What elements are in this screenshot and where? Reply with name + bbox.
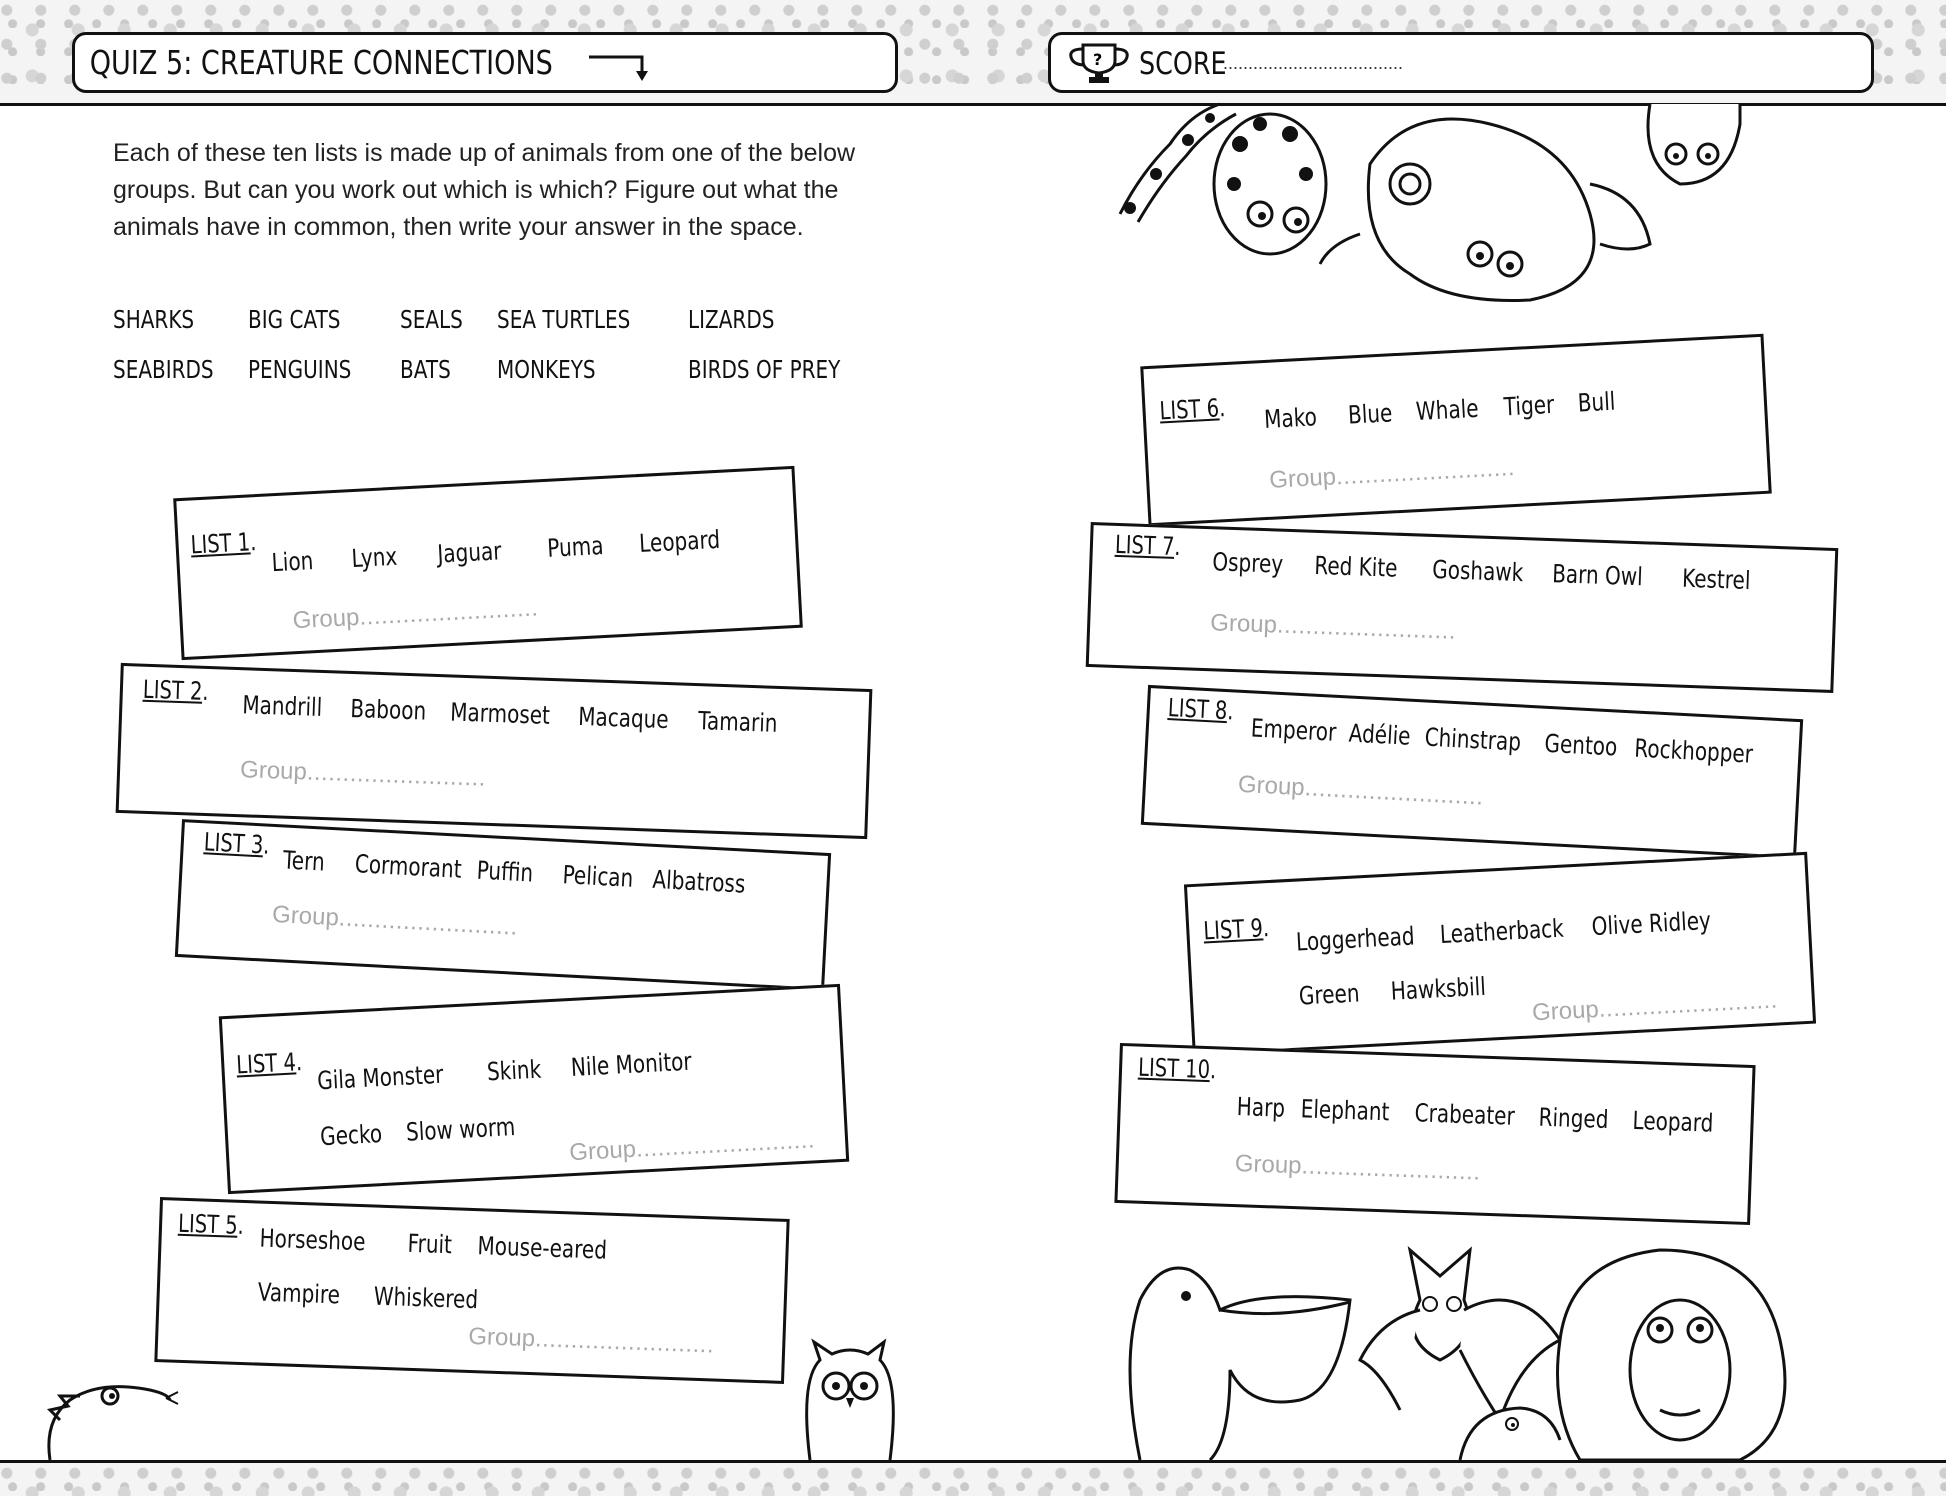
list-card-1 — [173, 466, 803, 660]
animal-name: Jaguar — [436, 536, 503, 569]
animal-name: Fruit — [407, 1228, 453, 1260]
animal-name: Pelican — [561, 860, 635, 893]
animal-name: Red Kite — [1313, 550, 1399, 583]
animal-name: Baboon — [349, 693, 427, 726]
animal-name: Crabeater — [1414, 1098, 1516, 1131]
animal-name: Tiger — [1503, 389, 1555, 422]
animal-name: Albatross — [651, 864, 747, 899]
animal-name: Bull — [1576, 386, 1616, 418]
list-label: LIST 2. — [142, 674, 210, 706]
animal-name: Rockhopper — [1633, 733, 1754, 769]
animal-name: Goshawk — [1431, 554, 1524, 588]
group-answer-field[interactable]: Group......................... — [239, 756, 487, 792]
lizard-illustration — [40, 1360, 180, 1460]
group-seabirds: SEABIRDS — [113, 355, 214, 384]
list-card-6 — [1140, 334, 1772, 526]
animal-name: Kestrel — [1681, 563, 1751, 596]
bottom-animals-illustration — [1120, 1240, 1820, 1460]
animal-name: Barn Owl — [1551, 559, 1644, 592]
list-card-7 — [1086, 522, 1839, 693]
svg-text:?: ? — [1093, 50, 1103, 69]
group-lizards: LIZARDS — [688, 305, 775, 334]
animal-name: Harp — [1236, 1092, 1286, 1123]
animal-name: Vampire — [257, 1277, 341, 1310]
intro-text: Each of these ten lists is made up of animals from one of the below groups. But can you work out which is which? Figure out what the animals have in common, then write your answer in the space. — [113, 139, 856, 241]
animal-name: Cormorant — [354, 849, 463, 884]
group-big-cats: BIG CATS — [248, 305, 341, 334]
group-answer-field[interactable]: Group......................... — [568, 1126, 816, 1167]
group-sharks: SHARKS — [113, 305, 195, 334]
group-answer-field[interactable]: Group......................... — [467, 1322, 715, 1359]
list-label: LIST 7. — [1114, 529, 1182, 562]
bottom-pattern-band — [0, 1460, 1946, 1496]
animal-name: Puffin — [476, 855, 534, 888]
animal-name: Leatherback — [1439, 913, 1565, 950]
list-label: LIST 6. — [1158, 393, 1226, 426]
animal-name: Elephant — [1300, 1094, 1390, 1127]
group-answer-field[interactable]: Group......................... — [271, 900, 519, 941]
animal-name: Mako — [1263, 402, 1318, 435]
animal-name: Leopard — [1632, 1105, 1714, 1138]
group-birds-of-prey: BIRDS OF PREY — [688, 355, 841, 384]
animal-name: Tamarin — [697, 706, 779, 738]
animal-name: Skink — [486, 1054, 542, 1087]
animal-name: Tern — [282, 845, 326, 877]
list-label: LIST 10. — [1137, 1052, 1217, 1085]
group-seals: SEALS — [400, 305, 463, 334]
animal-name: Nile Monitor — [570, 1046, 693, 1083]
list-card-10 — [1114, 1043, 1755, 1225]
owl-illustration — [800, 1340, 900, 1460]
list-label: LIST 5. — [177, 1208, 245, 1240]
animal-name: Puma — [546, 530, 605, 563]
list-card-9 — [1184, 852, 1816, 1056]
group-answer-field[interactable]: Group......................... — [1268, 453, 1516, 494]
animal-name: Leopard — [638, 524, 721, 559]
animal-name: Chinstrap — [1424, 722, 1522, 757]
score-blank[interactable]: .................................... — [1223, 53, 1404, 73]
list-label: LIST 4. — [235, 1047, 303, 1080]
group-answer-field[interactable]: Group......................... — [1234, 1150, 1482, 1186]
animal-name: Horseshoe — [259, 1223, 367, 1257]
animal-name: Gentoo — [1543, 728, 1619, 762]
animal-name: Loggerhead — [1295, 921, 1416, 957]
animal-name: Slow worm — [405, 1112, 516, 1147]
group-answer-field[interactable]: Group......................... — [1237, 770, 1485, 811]
animal-name: Marmoset — [449, 697, 551, 730]
animal-name: Emperor — [1250, 713, 1338, 747]
list-card-4 — [219, 984, 849, 1194]
quiz-title-box — [72, 32, 898, 93]
animal-name: Gecko — [319, 1119, 383, 1152]
animal-name: Olive Ridley — [1590, 905, 1712, 942]
animal-name: Whale — [1415, 393, 1480, 427]
list-card-2 — [116, 663, 873, 839]
quiz-title: QUIZ 5: CREATURE CONNECTIONS — [89, 43, 553, 82]
animal-name: Lynx — [350, 541, 398, 574]
trophy-icon — [1065, 41, 1133, 85]
group-answer-field[interactable]: Group......................... — [292, 594, 540, 635]
group-answer-field[interactable]: Group......................... — [1209, 609, 1457, 645]
animal-name: Macaque — [577, 701, 670, 735]
group-monkeys: MONKEYS — [497, 355, 596, 384]
group-penguins: PENGUINS — [248, 355, 352, 384]
list-card-8 — [1141, 685, 1803, 859]
animal-name: Osprey — [1211, 547, 1284, 579]
animal-name: Mouse-eared — [477, 1231, 608, 1265]
score-box — [1048, 32, 1874, 93]
score-label: SCORE — [1139, 46, 1227, 82]
list-label: LIST 9. — [1202, 913, 1270, 946]
animal-name: Lion — [270, 546, 315, 578]
arrow-down-right-icon — [587, 49, 657, 83]
group-sea-turtles: SEA TURTLES — [497, 305, 631, 334]
animal-name: Whiskered — [373, 1281, 479, 1315]
animal-name: Hawksbill — [1390, 971, 1487, 1006]
animal-name: Ringed — [1538, 1102, 1609, 1135]
group-bats: BATS — [400, 355, 451, 384]
animal-name: Blue — [1347, 398, 1394, 430]
list-label: LIST 3. — [203, 827, 271, 860]
list-label: LIST 1. — [189, 527, 258, 560]
animal-name: Adélie — [1348, 718, 1412, 751]
list-label: LIST 8. — [1167, 693, 1235, 726]
group-answer-field[interactable]: Group......................... — [1531, 986, 1779, 1027]
animal-name: Gila Monster — [316, 1059, 445, 1096]
list-card-3 — [175, 819, 831, 991]
animal-name: Green — [1298, 978, 1361, 1011]
top-animals-illustration — [1110, 104, 1810, 324]
list-card-5 — [154, 1197, 789, 1384]
animal-name: Mandrill — [241, 690, 323, 722]
